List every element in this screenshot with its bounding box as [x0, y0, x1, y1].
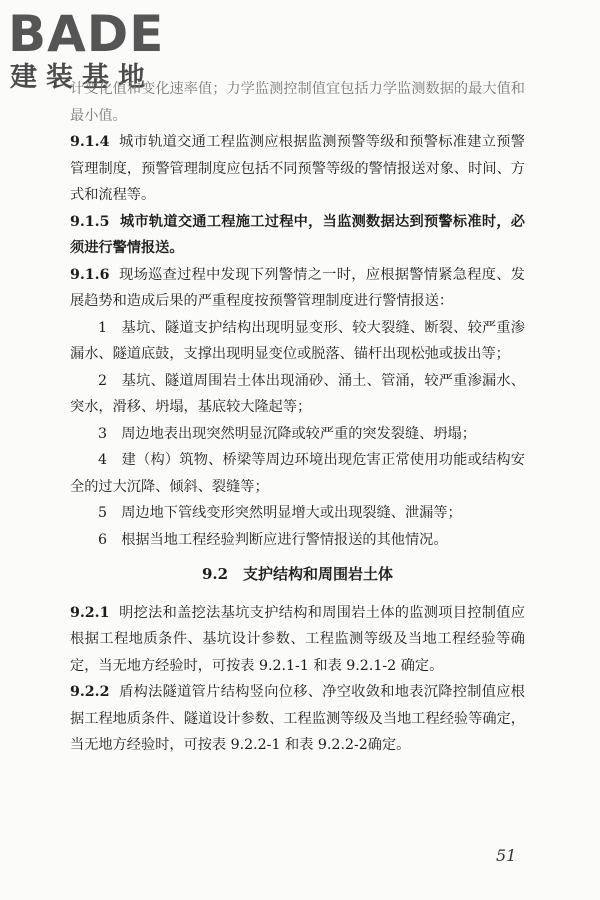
clause-9-1-4	[70, 129, 525, 209]
page-number: 51	[496, 846, 517, 865]
clause-text: 城市轨道交通工程施工过程中，当监测数据达到预警标准时，必须进行警情报送。	[70, 213, 525, 256]
clause-9-2-1	[70, 600, 525, 680]
section-title: 9.2 支护结构和周围岩土体	[201, 565, 394, 583]
clause-number: 9.1.6	[70, 266, 110, 283]
clause-text: 城市轨道交通工程监测应根据监测预警等级和预警标准建立预警管理制度，预警管理制度应包括不同预警等级的警情报送对象、时间、方式和流程等。	[70, 134, 525, 203]
logo-subtitle: 建装基地	[10, 62, 154, 93]
list-item: 5 周边地下管线变形突然明显增大或出现裂缝、泄漏等；	[98, 505, 462, 521]
list-item: 1 基坑、隧道支护结构出现明显变形、较大裂缝、断裂、较严重渗漏水、隧道底鼓，支撑出现明显变位或脱落、锚杆出现松弛或拔出等；	[70, 319, 525, 362]
list-item: 4 建（构）筑物、桥梁等周边环境出现危害正常使用功能或结构安全的过大沉降、倾斜、裂缝等；	[70, 452, 525, 495]
list-item: 3 周边地表出现突然明显沉降或较严重的突发裂缝、坍塌；	[98, 425, 476, 442]
clause-9-1-6	[70, 262, 525, 315]
paragraph-fragment: 计变化值和变化速率值；力学监测控制值宜包括力学监测数据的最大值和最小值。	[70, 81, 525, 124]
clause-number: 9.2.1	[70, 604, 110, 621]
clause-number: 9.1.5	[70, 213, 110, 230]
clause-number: 9.2.2	[70, 684, 110, 700]
clause-text: 现场巡查过程中发现下列警情之一时，应根据警情紧急程度、发展趋势和造成后果的严重程度按预警管理制度进行警情报送：	[70, 266, 525, 309]
clause-9-1-5	[70, 209, 525, 262]
clause-text: 明挖法和盖挖法基坑支护结构和周围岩土体的监测项目控制值应根据工程地质条件、基坑设计参数、工程监测等级及当地工程经验等确定，当无地方经验时，可按表 9.2.1-1 和表 9.2.1-2 确定。	[70, 604, 525, 674]
document-body	[70, 76, 525, 759]
list-item: 6 根据当地工程经验判断应进行警情报送的其他情况。	[98, 531, 448, 548]
list-item: 2 基坑、隧道周围岩土体出现涌砂、涌土、管涌，较严重渗漏水、突水，滑移、坍塌，基底较大隆起等；	[70, 372, 525, 415]
clause-9-2-2	[70, 679, 525, 759]
clause-number: 9.1.4	[70, 134, 110, 150]
clause-text: 盾构法隧道管片结构竖向位移、净空收敛和地表沉降控制值应根据工程地质条件、隧道设计参数、工程监测等级及当地工程经验等确定，当无地方经验时，可按表 9.2.2-1 和表 9.2.2-2确定。	[70, 684, 525, 753]
logo-wordmark: BADE	[8, 5, 165, 63]
